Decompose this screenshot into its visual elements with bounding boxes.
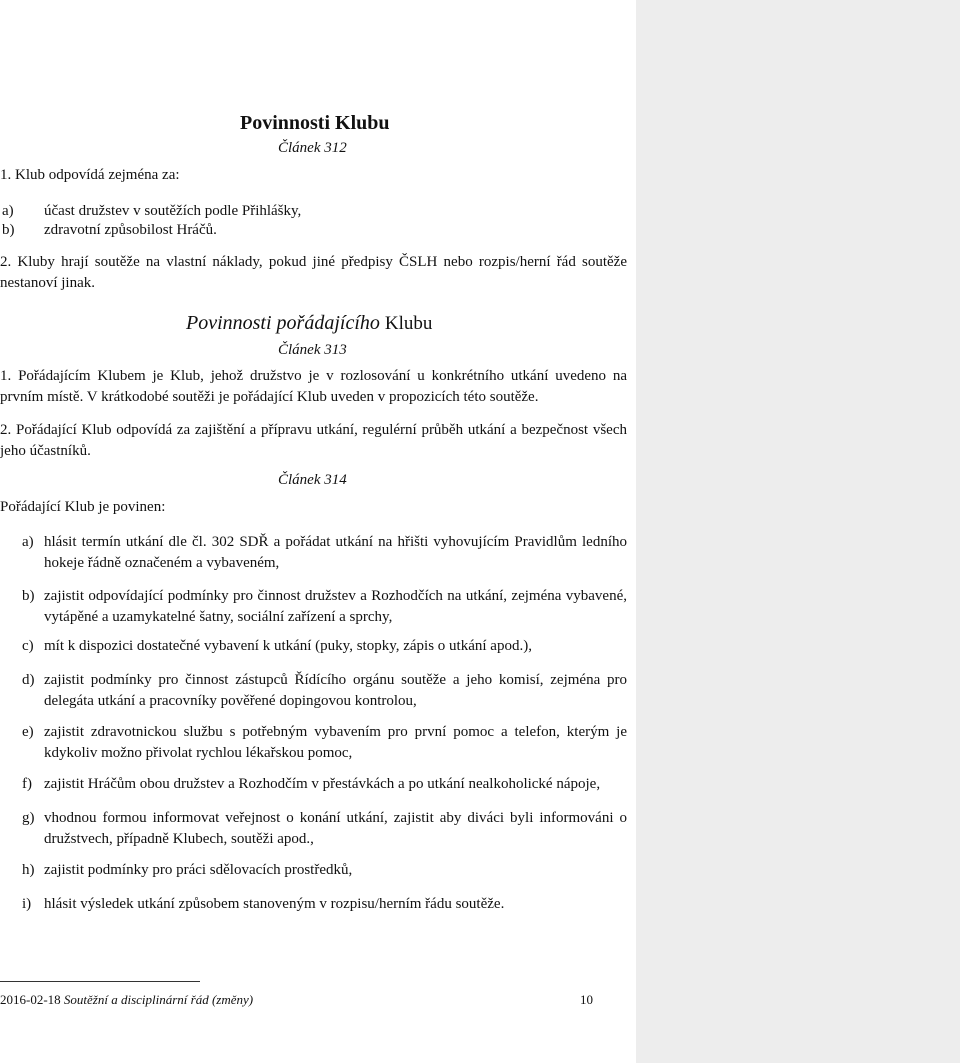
list-label-b: b) xyxy=(2,222,15,238)
list-item-text: hlásit výsledek utkání způsobem stanoveným v rozpisu/herním řádu soutěže. xyxy=(44,896,505,912)
list-item-text: vhodnou formou informovat veřejnost o konání utkání, zajistit aby diváci byli informováni o družstvech, případně Klubech, soutěži apod., xyxy=(44,810,627,847)
paragraph-312-1: 1. Klub odpovídá zejména za: xyxy=(0,167,180,183)
paragraph-313-1: 1. Pořádajícím Klubem je Klub, jehož družstvo je v rozlosování u konkrétního utkání uvedeno na prvním místě. V krátkodobé soutěži je pořádající Klub uveden v propozicích této soutěže. xyxy=(0,368,627,405)
paragraph-313-2: 2. Pořádající Klub odpovídá za zajištění a přípravu utkání, regulérní průběh utkání a bezpečnost všech jeho účastníků. xyxy=(0,422,627,459)
list-item-text: hlásit termín utkání dle čl. 302 SDŘ a pořádat utkání na hřišti vyhovujícím Pravidlům ledního hokeje řádně označeném a vybaveném, xyxy=(44,534,627,571)
list-item-text: zajistit Hráčům obou družstev a Rozhodčím v přestávkách a po utkání nealkoholické nápoje, xyxy=(44,776,601,792)
list-label-a: a) xyxy=(2,203,14,219)
footer-date: 2016-02-18 xyxy=(0,992,61,1007)
footer-left xyxy=(0,992,253,1008)
list-item-text: zajistit podmínky pro práci sdělovacích prostředků, xyxy=(44,862,353,878)
article-312-text: Článek 312 xyxy=(278,140,347,156)
list-item-text: zajistit odpovídající podmínky pro činnost družstev a Rozhodčích na utkání, zejména vybavené, vytápěné a uzamykatelné šatny, sociální zařízení a sprchy, xyxy=(44,588,627,625)
list-item-label: e) xyxy=(22,724,34,740)
list-item-label: i) xyxy=(22,896,32,912)
list-item-text: zajistit podmínky pro činnost zástupců Řídícího orgánu soutěže a jeho komisí, zejména pro delegáta utkání a pracovníky pověřené dopingovou kontrolou, xyxy=(44,672,627,709)
list-item-label: a) xyxy=(22,534,34,550)
list-item-label: b) xyxy=(22,588,35,604)
article-314-text: Článek 314 xyxy=(278,472,347,488)
page-number: 10 xyxy=(580,992,593,1007)
list-item-label: d) xyxy=(22,672,35,688)
article-314 xyxy=(278,472,347,489)
section-heading-rest: Klubu xyxy=(384,313,433,334)
list-item-label: c) xyxy=(22,638,34,654)
article-313 xyxy=(278,342,347,359)
section-heading-italic: Povinnosti pořádajícího xyxy=(186,312,380,334)
paragraph-312-2: 2. Kluby hrají soutěže na vlastní náklady, pokud jiné předpisy ČSLH nebo rozpis/herní řád soutěže nestanoví jinak. xyxy=(0,254,627,291)
footer-divider xyxy=(0,981,200,982)
list-item-label: f) xyxy=(22,776,32,792)
article-313-text: Článek 313 xyxy=(278,342,347,358)
list-item-text: mít k dispozici dostatečné vybavení k utkání (puky, stopky, zápis o utkání apod.), xyxy=(44,638,532,654)
list-item-label: g) xyxy=(22,810,35,826)
footer-title: Soutěžní a disciplinární řád (změny) xyxy=(63,992,254,1007)
section-heading-klub: Povinnosti Klubu xyxy=(240,112,390,134)
list-text-b: zdravotní způsobilost Hráčů. xyxy=(44,222,217,238)
list-item-label: h) xyxy=(22,862,35,878)
article-312 xyxy=(278,140,347,157)
section-heading-poradajici xyxy=(186,312,432,335)
list-item-text: zajistit zdravotnickou službu s potřebným vybavením pro první pomoc a telefon, kterým je kdykoliv možno přivolat rychlou lékařskou pomoc, xyxy=(44,724,627,761)
list-text-a: účast družstev v soutěžích podle Přihlášky, xyxy=(44,203,302,219)
article-314-intro: Pořádající Klub je povinen: xyxy=(0,499,166,515)
comment-margin-panel xyxy=(636,0,960,1063)
